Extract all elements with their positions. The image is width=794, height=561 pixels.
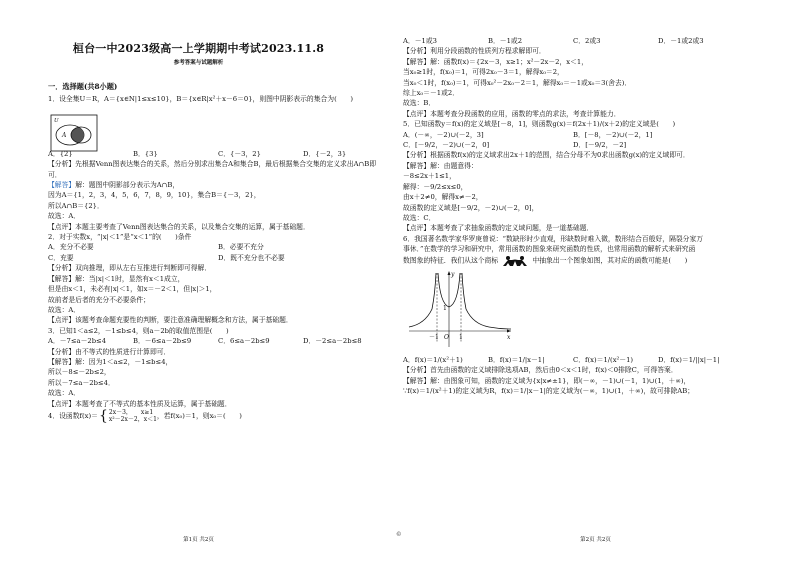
q1-sol-2: 所以A∩B＝{2}． [48,201,104,210]
venn-label-u: U [54,118,59,124]
q2-option-a: A．充分不必要 [48,243,94,252]
q1-option-d: D．{－2，3} [303,149,347,158]
q5-option-c: C．[－9/2，－2)∪(－2，0] [403,141,490,150]
q6-sol-1: ∵f(x)＝1/(x²＋1)的定义域为R，f(x)＝1/|x－1|的定义域为(－∞，1)∪(1，＋∞)，故可排除AB； [403,387,694,396]
q2-sol-0: 【解答】解：当|x|＜1时，显然有x＜1成立， [48,274,185,283]
center-mark: © [396,532,402,538]
graph-label-origin: O [444,333,449,341]
venn-space [48,105,388,149]
q3-comment: 【点评】本题考查了不等式的基本性质及运算，属于基础题． [48,399,232,408]
q6-sol-0: 【解答】解：由图象可知，函数的定义域为{x|x≠±1}，即(－∞，－1)∪(－1，1)∪(1，＋∞)， [403,376,691,385]
q1-stem: 1．设全集U＝R，A＝{x∈N|1≤x≤10}，B＝{x∈R|x²＋x－6＝0}，则图中阴影表示的集合为( ) [48,95,354,104]
q4-sol-2: 当x₀＜1时，f(x₀)＝1，可得x₀²－2x₀－2＝1，解得x₀＝－1或x₀＝3(舍去)． [403,78,632,87]
q2-stem: 2．对于实数x，“|x|＜1”是“x＜1”的( )条件 [48,233,192,242]
q5-options [403,130,743,151]
page-2 [397,0,794,561]
graph-label-neg-one: －1 [429,333,439,341]
q5-sol-5: 故选：C． [403,213,436,222]
page-1-footer: 第1页 共2页 [183,537,214,543]
venn-diagram [50,114,98,152]
q3-analysis: 【分析】由不等式的性质进行计算即可． [48,347,171,356]
q5-sol-2: 解得：－9/2≤x≤0， [403,182,468,191]
graph-label-x: x [507,333,511,341]
q6-stem-1: 6．我国著名数学家华罗庚曾说：“数缺形时少直观，形缺数时难入微，数形结合百般好，隔裂分家万 [403,234,704,243]
q2-sol-2: 故前者是后者的充分不必要条件； [48,295,150,304]
q3-sol-1: 所以－8≤－2b≤2， [48,368,111,377]
q3-option-a: A．－7≤a－2b≤4 [48,337,107,346]
q1-option-a: A．{2} [48,149,73,158]
q5-stem: 5．已知函数y＝f(x)的定义域是[－8，1]，则函数g(x)＝f(2x＋1)/(x＋2)的定义域是( ) [403,120,676,129]
venn-label-b: B [84,133,89,140]
section-heading: 一．选择题(共8小题) [48,82,118,91]
q2-sol-1: 但是由x＜1，未必有|x|＜1，如x＝－2＜1，但|x|＞1， [48,285,217,294]
logo-icon [500,255,530,266]
q5-sol-4: 故函数的定义域是[－9/2，－2)∪(－2，0]， [403,203,539,212]
q5-option-a: A．(－∞，－2)∪(－2，3] [403,130,484,139]
q1-sol-3: 故选：A． [48,212,81,221]
q4-analysis: 【分析】利用分段函数的性质列方程求解即可． [403,47,546,56]
q1-option-c: C．{－3，2} [218,149,261,158]
q4-case-1: 2x－3， x≥1 [108,408,154,416]
q5-sol-0: 【解答】解：由题意得： [403,161,478,170]
q2-analysis: 【分析】双向推理，即从左右互推进行判断即可得解． [48,264,212,273]
page-subtitle: 参考答案与试题解析 [173,60,224,66]
q6-analysis: 【分析】首先由函数的定义域排除选项AB，然后由0＜x＜1时，f(x)＜0排除C，可得答案． [403,366,678,375]
q3-options [48,336,388,346]
q6-option-a: A．f(x)＝1/(x²＋1) [403,355,463,364]
q4-case-2: x²－2x－2，x＜1 [108,415,157,423]
q6-stem-2: 事休．”在数学的学习和研究中，常用函数的图象来研究函数的性质，也常用函数的解析式来研究函 [403,245,696,254]
q1-options [48,149,388,159]
q3-sol-3: 故选：A． [48,389,81,398]
graph-label-one-y: 1 [443,304,447,312]
q5-comment: 【点评】本题考查了求抽象函数的定义域问题，是一道基础题． [403,224,594,233]
q1-sol-1: 因为A＝{1，2，3，4，5，6，7，8，9，10}，集合B＝{－3，2}， [48,191,261,200]
page-2-footer: 第2页 共2页 [580,537,611,543]
q1-sol-0: 【解答】解：题图中阴影部分表示为A∩B， [48,181,180,190]
q5-option-d: D．[－9/2，－2] [573,141,627,150]
q6-option-d: D．f(x)＝1/||x|－1| [658,355,720,364]
left-column [48,80,388,423]
q1-comment: 【点评】本题主要考查了Venn图表达集合的关系，以及集合交集的运算，属于基础题． [48,222,310,231]
q3-sol-2: 所以－7≤a－2b≤4． [48,378,115,387]
q2-sol-3: 故选：A． [48,305,81,314]
q4-option-b: B．－1或2 [488,37,523,45]
q5-sol-1: －8≤2x＋1≤1， [403,172,456,181]
q3-sol-0: 【解答】解：因为1＜a≤2，－1≤b≤4， [48,357,173,366]
q4-option-a: A．－1或3 [403,37,437,45]
q6-option-b: B．f(x)＝1/|x－1| [488,355,545,364]
venn-label-a: A [62,132,67,139]
q6-stem-3: 数图象的特征．我们从这个商标 中抽象出一个图象如图，其对应的函数可能是( ) [403,256,688,265]
q2-comment: 【点评】该题考查命题充要性的判断，要注意准确理解概念和方法，属于基础题． [48,316,293,325]
q6-options [403,355,743,365]
graph-label-one-x: 1 [459,333,463,341]
q4-sol-1: 当x₀≥1时，f(x₀)＝1，可得2x₀－3＝1，解得x₀＝2， [403,68,564,77]
q3-option-d: D．－2≤a－2b≤8 [303,337,362,346]
q4-option-c: C．2或3 [573,37,601,45]
q1-option-b: B．{3} [133,149,158,158]
q1-analysis: 【分析】先根据Venn图表达集合的关系，然后分别求出集合A和集合B，最后根据集合交集的定义求出A∩B即可． [48,160,377,179]
q2-option-b: B．必要不充分 [218,243,264,252]
q2-option-c: C．充要 [48,253,74,262]
q3-option-c: C．6≤a－2b≤9 [218,337,270,346]
graph-label-y: y [451,270,455,278]
page-title: 桓台一中2023级高一上学期期中考试2023.11.8 [72,42,325,55]
q4-comment: 【点评】本题考查分段函数的应用，函数的零点的求法，考查计算能力． [403,109,621,118]
q4-option-d: D．－1或2或3 [658,37,704,45]
q4-sol-4: 故选：B． [403,99,436,108]
function-graph [405,269,513,349]
q4-sol-3: 综上x₀＝－1或2． [403,89,459,98]
q5-analysis: 【分析】根据函数f(x)的定义域求出2x＋1的范围，结合分母不为0求出函数g(x)的定义域即可． [403,151,690,160]
q4-options [403,36,743,46]
q2-options [48,242,388,263]
q5-sol-3: 由x＋2≠0，解得x≠－2， [403,193,483,202]
q3-stem: 3．已知1＜a≤2，－1≤b≤4，则a－2b的取值范围是( ) [48,326,229,335]
q2-option-d: D．既不充分也不必要 [218,253,285,262]
q4-stem: 4．设函数f(x)＝ { 2x－3， x≥1 x²－2x－2，x＜1 ，若f(x₀)＝1，则x₀＝( ) [48,407,242,424]
q5-option-b: B．[－8，－2)∪(－2，1] [573,130,653,139]
right-column [403,36,743,397]
q3-option-b: B．－6≤a－2b≤9 [133,337,192,346]
q4-sol-0: 【解答】解：函数f(x)＝{2x－3，x≥1；x²－2x－2，x＜1， [403,57,589,66]
q6-option-c: C．f(x)＝1/(x²－1) [573,355,634,364]
